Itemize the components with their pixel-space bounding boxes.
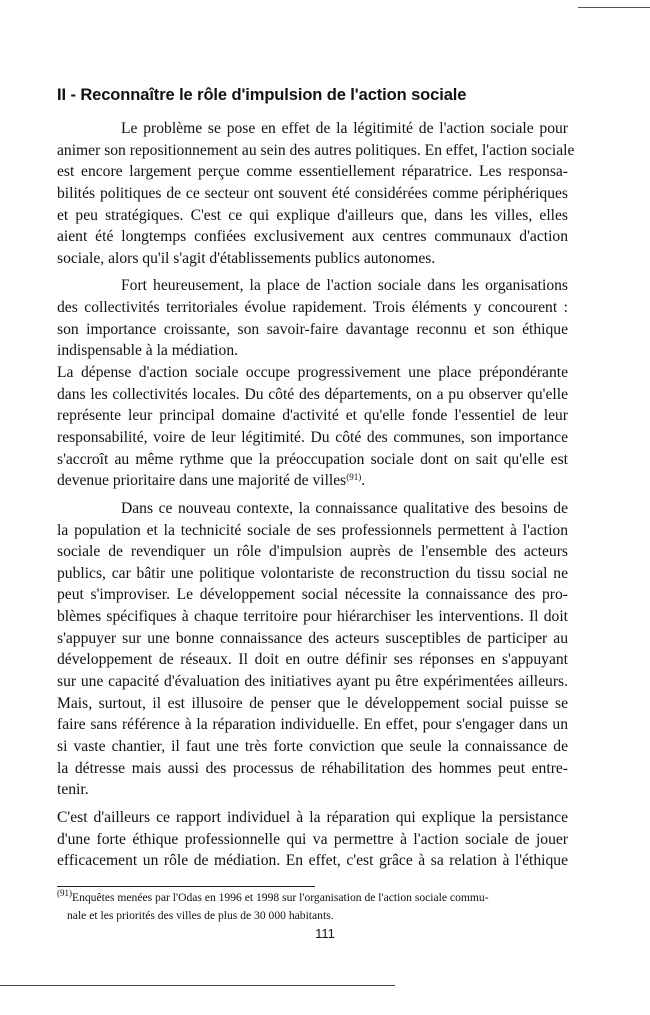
text-line: développement de réseaux. Il doit en outre définir ses réponses en s'appuyant [57, 651, 568, 669]
text-line: sociale, alors qu'il s'agit d'établissements publics autonomes. [57, 249, 436, 267]
paragraph [57, 498, 568, 801]
scan-edge-line [578, 7, 650, 8]
text-line: indispensable à la médiation. [57, 342, 239, 360]
text: . [361, 472, 366, 490]
text-line: Dans ce nouveau contexte, la connaissance qualitative des besoins de [121, 499, 568, 517]
text-line [57, 470, 568, 492]
paragraph [57, 118, 575, 269]
text-line: animer son repositionnement au sein des autres politiques. En effet, l'action sociale [57, 141, 575, 159]
text-line: faire sans référence à la réparation individuelle. En effet, pour s'engager dans un [57, 716, 568, 734]
text-line: bilités politiques de ce secteur ont souvent été considérées comme périphériques [57, 184, 568, 202]
scan-edge-line [0, 985, 395, 986]
text-line: La dépense d'action sociale occupe progressivement une place prépondérante [57, 364, 568, 382]
section-heading: II - Reconnaître le rôle d'impulsion de l'action sociale [57, 86, 467, 104]
text-line: sociale de revendiquer un rôle d'impulsion auprès de l'ensemble des acteurs [57, 543, 568, 561]
body-text [57, 118, 575, 878]
footnote [57, 889, 568, 925]
text-line: si vaste chantier, il faut une très forte conviction que seule la connaissance de [57, 737, 568, 755]
text-line: représente leur principal domaine d'activité et qu'elle fonde l'essentiel de leur [57, 407, 568, 425]
text-line: des collectivités territoriales évolue rapidement. Trois éléments y concourent : [57, 299, 568, 317]
text-line: la détresse mais aussi des processus de réhabilitation des hommes peut entre- [57, 759, 568, 777]
text-line: dans les collectivités locales. Du côté des départements, on a pu observer qu'elle [57, 385, 568, 403]
text-line: aient été longtemps confiées exclusivement aux centres communaux d'action [57, 228, 568, 246]
text-line: s'accroît au même rythme que la préoccupation sociale dont on sait qu'elle est [57, 450, 568, 468]
text-line: blèmes spécifiques à chaque territoire pour hiérarchiser les interventions. Il doit [57, 608, 568, 626]
text-line: s'appuyer sur une bonne connaissance des acteurs susceptibles de participer au [57, 629, 568, 647]
text-line: publics, car bâtir une politique volontariste de reconstruction du tissu social ne [57, 564, 568, 582]
text-line: Fort heureusement, la place de l'action sociale dans les organisations [121, 277, 568, 295]
footnote-line: nale et les priorités des villes de plus de 30 000 habitants. [67, 909, 334, 922]
text-line: la population et la technicité sociale de ses professionnels permettent à l'action [57, 521, 568, 539]
footnote-marker: (91) [57, 888, 72, 898]
paragraph [57, 807, 568, 872]
paragraph [57, 275, 568, 491]
footnote-line: Enquêtes menées par l'Odas en 1996 et 1998 sur l'organisation de l'action sociale commu- [72, 891, 489, 904]
text: devenue prioritaire dans une majorité de villes [57, 472, 347, 490]
text-line: Le problème se pose en effet de la légitimité de l'action sociale pour [121, 120, 568, 137]
text-line: C'est d'ailleurs ce rapport individuel à la réparation qui explique la persistance [57, 808, 568, 826]
text-line: Mais, surtout, il est illusoire de penser que le développement social puisse se [57, 694, 568, 712]
text-line: et peu stratégiques. C'est ce qui explique d'ailleurs que, dans les villes, elles [57, 206, 568, 224]
footnote-rule [57, 886, 315, 887]
text-line: d'une forte éthique professionnelle qui va permettre à l'action sociale de jouer [57, 830, 568, 848]
text-line: sur une capacité d'évaluation des initiatives ayant pu être expérimentées ailleurs. [57, 673, 568, 691]
text-line: est encore largement perçue comme essentiellement réparatrice. Les responsa- [57, 163, 568, 181]
text-line: responsabilité, voire de leur légitimité. Du côté des communes, son importance [57, 428, 568, 446]
text-line: peut s'improviser. Le développement social nécessite la connaissance des pro- [57, 586, 568, 604]
footnote-reference: (91) [346, 472, 362, 483]
page-number: 111 [315, 926, 335, 941]
text-line: son importance croissante, son savoir-faire davantage reconnu et son éthique [57, 320, 568, 338]
text-line: tenir. [57, 781, 89, 799]
text-line: efficacement un rôle de médiation. En effet, c'est grâce à sa relation à l'éthique [57, 852, 568, 870]
